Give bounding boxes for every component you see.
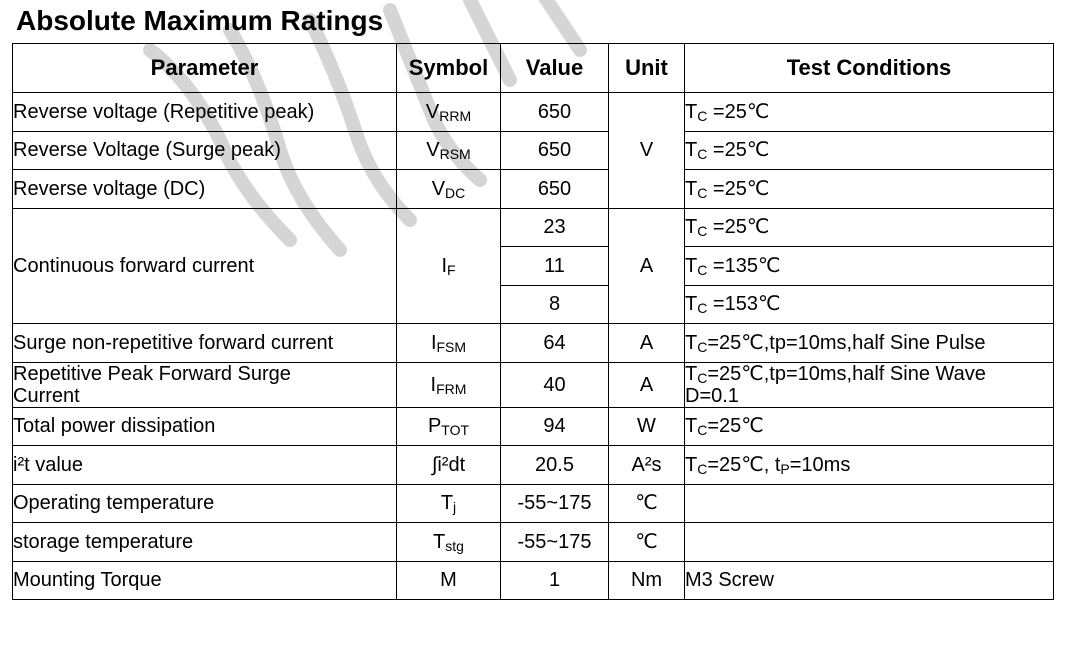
value-cell: 650 [501,170,609,209]
condition-cell: $T_C$ =25℃ [685,208,1054,247]
unit-cell: ℃ [609,523,685,562]
value-cell: 650 [501,131,609,170]
page-title: Absolute Maximum Ratings [16,5,384,36]
table-row [13,324,1054,363]
unit-cell: A [609,324,685,363]
param-cell: Repetitive Peak Forward Surge Current [13,362,397,407]
unit-cell: W [609,407,685,446]
condition-cell: $T_C$ =135℃ [685,247,1054,286]
header-symbol: Symbol [397,44,501,93]
table-row [13,407,1054,446]
param-cell: storage temperature [13,523,397,562]
param-cell: Reverse Voltage (Surge peak) [13,131,397,170]
condition-cell: $T_C=25℃$ [685,407,1054,446]
condition-cell: M3 Screw [685,561,1054,600]
symbol-cell: $I_F$ [397,208,501,324]
symbol-cell: ∫i²dt [397,446,501,485]
table-row [13,208,1054,247]
value-cell: 64 [501,324,609,363]
table-row [13,561,1054,600]
param-cell: Reverse voltage (DC) [13,170,397,209]
param-cell: Operating temperature [13,484,397,523]
param-cell: Continuous forward current [13,208,397,324]
symbol-cell: $I_{FRM}$ [397,362,501,407]
header-value: Value [501,44,609,93]
value-cell: 8 [501,285,609,324]
value-cell: 94 [501,407,609,446]
header-test-conditions: Test Conditions [685,44,1054,93]
symbol-cell: $V_{RSM}$ [397,131,501,170]
ratings-table [12,43,1054,600]
symbol-cell: $T_{stg}$ [397,523,501,562]
condition-cell [685,523,1054,562]
condition-cell: $T_C=25℃,tp=10ms,half$ Sine Pulse [685,324,1054,363]
value-cell: 650 [501,93,609,132]
param-cell: Total power dissipation [13,407,397,446]
param-cell: Reverse voltage (Repetitive peak) [13,93,397,132]
param-cell: i²t value [13,446,397,485]
param-cell: Mounting Torque [13,561,397,600]
unit-cell: Nm [609,561,685,600]
header-unit: Unit [609,44,685,93]
value-cell: 1 [501,561,609,600]
condition-cell: $T_C$ =25℃ [685,131,1054,170]
condition-cell: $T_C$ =25℃ [685,93,1054,132]
condition-cell: $T_C$ =25℃ [685,170,1054,209]
table-row [13,446,1054,485]
value-cell: 40 [501,362,609,407]
value-cell: 20.5 [501,446,609,485]
condition-cell: $T_C=25℃,tp=10ms,half$ Sine Wave D=0.1 [685,362,1054,407]
unit-cell: ℃ [609,484,685,523]
unit-cell: V [609,93,685,209]
table-header-row [13,44,1054,93]
value-cell: 11 [501,247,609,286]
unit-cell: A²s [609,446,685,485]
header-parameter: Parameter [13,44,397,93]
table-row [13,131,1054,170]
value-cell: 23 [501,208,609,247]
symbol-cell: $V_{RRM}$ [397,93,501,132]
table-row [13,362,1054,407]
condition-cell [685,484,1054,523]
table-row [13,523,1054,562]
table-row [13,484,1054,523]
symbol-cell: $T_j$ [397,484,501,523]
table-row [13,93,1054,132]
table-row [13,170,1054,209]
value-cell: -55~175 [501,523,609,562]
unit-cell: A [609,362,685,407]
symbol-cell: $I_{FSM}$ [397,324,501,363]
symbol-cell: $P_{TOT}$ [397,407,501,446]
symbol-cell: $V_{DC}$ [397,170,501,209]
value-cell: -55~175 [501,484,609,523]
param-cell: Surge non-repetitive forward current [13,324,397,363]
unit-cell: A [609,208,685,324]
symbol-cell: M [397,561,501,600]
condition-cell: $T_C$ =153℃ [685,285,1054,324]
condition-cell: $T_C=25℃$, $t_P=10ms$ [685,446,1054,485]
